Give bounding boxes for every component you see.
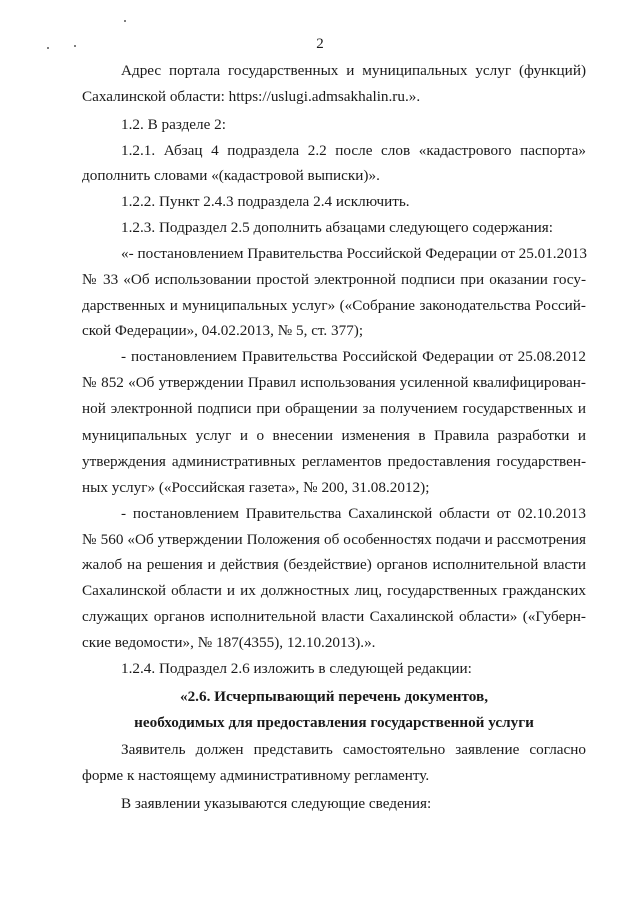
text-line: Сахалинской области и их должностных лиц, государственных гражданских [82,582,586,599]
text-line: ной электронной подписи при обращении за получением государственных и [82,400,586,417]
text-line: утверждения административных регламентов предоставления государствен- [82,453,586,470]
text-line: дополнить словами «(кадастровой выписки)». [82,167,380,184]
text-line: Адрес портала государственных и муниципальных услуг (функций) [121,62,586,79]
page-number: 2 [316,36,324,52]
text-line: 1.2. В разделе 2: [121,116,226,133]
text-line: жалоб на решения и действия (бездействие) органов исполнительной власти [82,556,586,573]
scan-speck [47,47,49,49]
text-line: дарственных и муниципальных услуг» («Собрание законодательства Россий- [82,297,586,314]
text-line: - постановлением Правительства Сахалинской области от 02.10.2013 [121,505,586,522]
text-line: Сахалинской области: https://uslugi.admsakhalin.ru.». [82,88,421,105]
text-line: ские ведомости», № 187(4355), 12.10.2013).». [82,634,376,651]
text-line: служащих органов исполнительной власти Сахалинской области» («Губерн- [82,608,586,625]
scan-speck [124,20,126,22]
text-line: Заявитель должен представить самостоятельно заявление согласно [121,741,586,758]
text-line: ных услуг» («Российская газета», № 200, 31.08.2012); [82,479,430,496]
scan-speck [74,45,76,47]
text-line: 1.2.1. Абзац 4 подраздела 2.2 после слов «кадастрового паспорта» [121,142,586,159]
text-line: - постановлением Правительства Российской Федерации от 25.08.2012 [121,348,586,365]
section-heading: необходимых для предоставления государственной услуги [134,714,534,731]
text-line: муниципальных услуг и о внесении изменения в Правила разработки и [82,427,586,444]
text-line: «- постановлением Правительства Российской Федерации от 25.01.2013 [121,245,587,262]
text-line: В заявлении указываются следующие сведения: [121,795,432,812]
text-line: ской Федерации», 04.02.2013, № 5, ст. 377); [82,322,364,339]
text-line: 1.2.4. Подраздел 2.6 изложить в следующей редакции: [121,660,472,677]
text-line: № 852 «Об утверждении Правил использования усиленной квалифицирован- [82,374,586,391]
text-line: № 560 «Об утверждении Положения об особенностях подачи и рассмотрения [82,531,586,548]
text-line: № 33 «Об использовании простой электронной подписи при оказании госу- [82,271,586,288]
text-line: 1.2.2. Пункт 2.4.3 подраздела 2.4 исключить. [121,193,410,210]
section-heading: «2.6. Исчерпывающий перечень документов, [179,688,488,705]
text-line: 1.2.3. Подраздел 2.5 дополнить абзацами следующего содержания: [121,219,554,236]
text-line: форме к настоящему административному регламенту. [82,767,430,784]
